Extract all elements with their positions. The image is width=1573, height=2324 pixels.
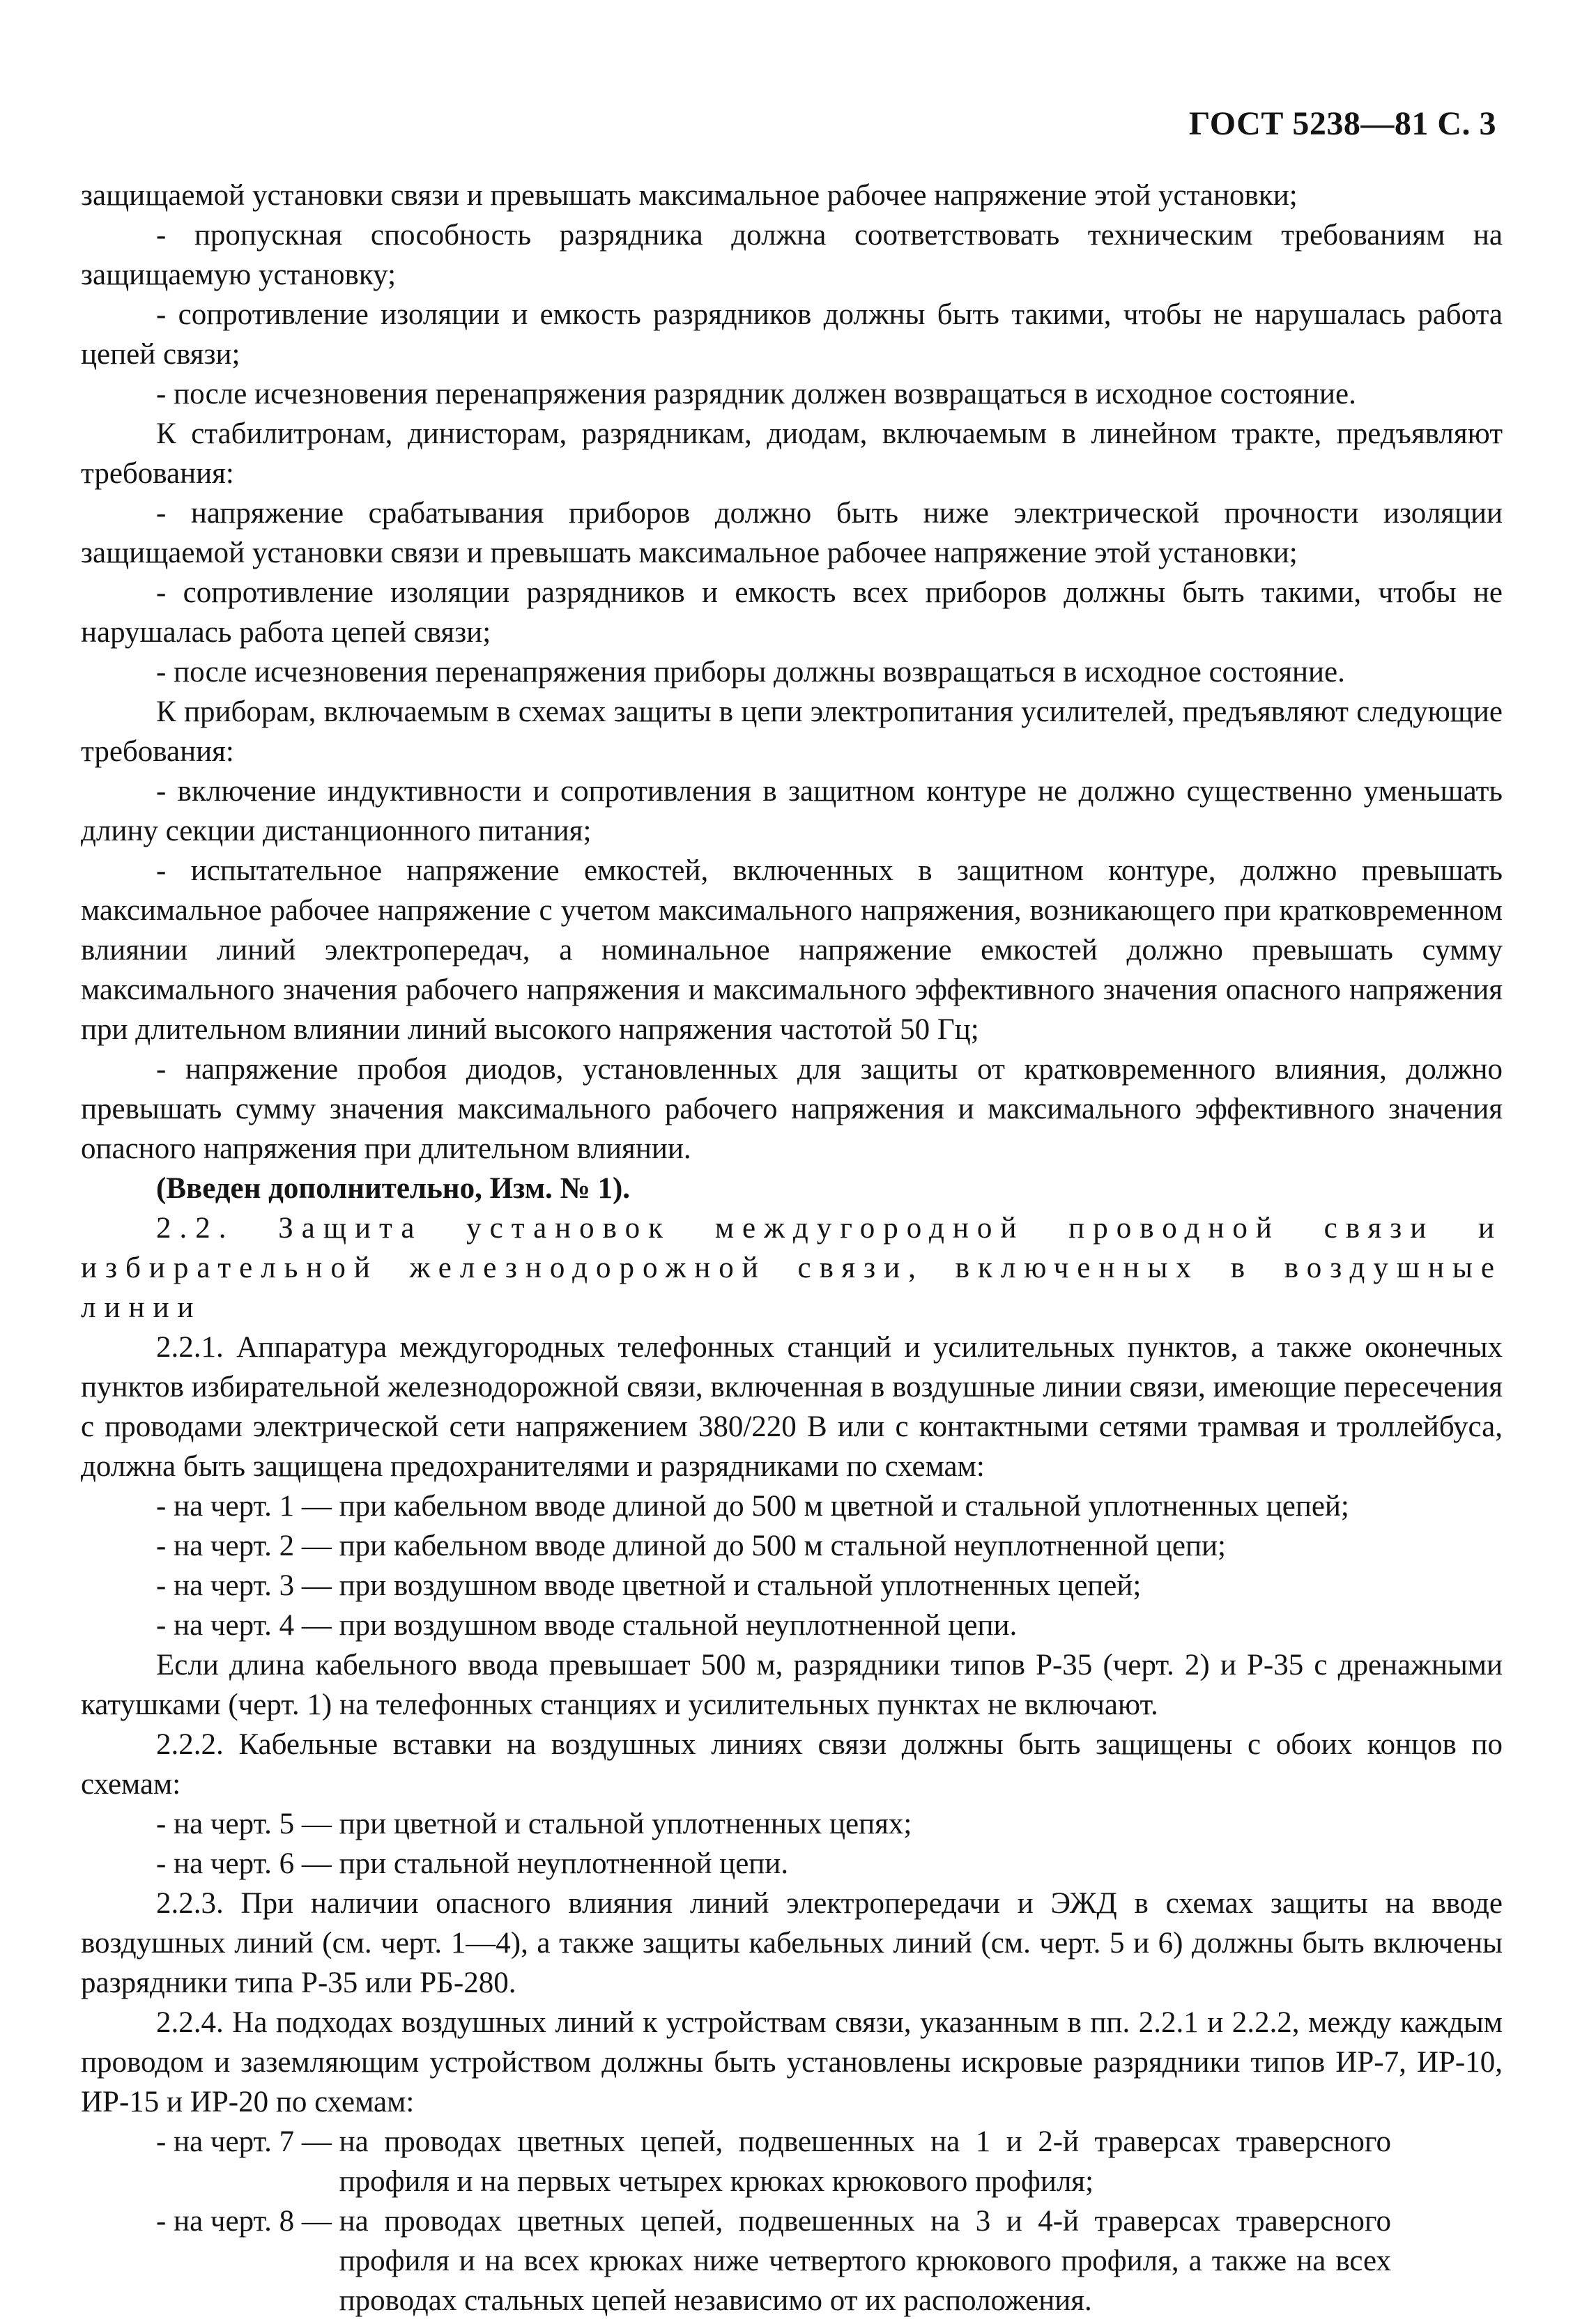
section-heading: 2.2. Защита установок междугородной проводной связи и избирательной железнодорожной связи, включенных в воздушные линии [81, 1212, 1503, 1324]
amendment-note: (Введен дополнительно, Изм. № 1). [156, 1172, 631, 1205]
hanging-list-item [81, 2201, 1503, 2321]
paragraph: Если длина кабельного ввода превышает 500 м, разрядники типов Р-35 (черт. 2) и Р-35 с дренажными катушками (черт. 1) на телефонных станциях и усилительных пунктах не включают. [81, 1649, 1503, 1721]
list-item: - сопротивление изоляции разрядников и емкость всех приборов должны быть такими, чтобы не нарушалась работа цепей связи; [81, 576, 1503, 649]
list-item: - напряжение пробоя диодов, установленных для защиты от кратковременного влияния, должно превышать сумму значения максимального рабочего напряжения и максимального эффективного значения опасного напряжения при длительном влиянии. [81, 1053, 1503, 1165]
list-item: - на черт. 3 — при воздушном вводе цветной и стальной уплотненных цепей; [156, 1569, 1142, 1602]
list-item: - после исчезновения перенапряжения разрядник должен возвращаться в исходное состояние. [156, 378, 1356, 410]
list-item: - на черт. 2 — при кабельном вводе длиной до 500 м стальной неуплотненной цепи; [156, 1530, 1226, 1562]
list-item: - пропускная способность разрядника должна соответствовать техническим требованиям на защищаемую установку; [81, 219, 1503, 291]
list-item: - на черт. 6 — при стальной неуплотненной цепи. [156, 1847, 789, 1880]
list-item: - на черт. 5 — при цветной и стальной уплотненных цепях; [156, 1808, 912, 1840]
page-header: ГОСТ 5238—81 С. 3 [1188, 105, 1496, 142]
list-item: - на черт. 1 — при кабельном вводе длиной до 500 м цветной и стальной уплотненных цепей; [156, 1490, 1349, 1523]
list-item: - включение индуктивности и сопротивления в защитном контуре не должно существенно уменьшать длину секции дистанционного питания; [81, 775, 1503, 847]
document-body [81, 176, 1503, 2321]
hanging-item-lead: - на черт. 7 — [156, 2125, 339, 2158]
hanging-list-item [81, 2122, 1503, 2201]
hanging-item-body: на проводах цветных цепей, подвешенных на 1 и 2-й траверсах траверсного профиля и на первых четырех крюках крюкового профиля; [339, 2125, 1391, 2198]
paragraph: 2.2.4. На подходах воздушных линий к устройствам связи, указанным в пп. 2.2.1 и 2.2.2, между каждым проводом и заземляющим устройством должны быть установлены искровые разрядники типов ИР-7, ИР-10, ИР-15 и ИР-20 по схемам: [81, 2006, 1503, 2118]
list-item: - испытательное напряжение емкостей, включенных в защитном контуре, должно превышать максимальное рабочее напряжение с учетом максимального напряжения, возникающего при кратковременном влиянии линий электропередач, а номинальное напряжение емкостей должно превышать сумму максимального значения рабочего напряжения и максимального эффективного значения опасного напряжения при длительном влиянии линий высокого напряжения частотой 50 Гц; [81, 854, 1503, 1046]
hanging-item-body: на проводах цветных цепей, подвешенных на 3 и 4-й траверсах траверсного профиля и на всех крюках ниже четвертого крюкового профиля, а также на всех проводах стальных цепей независимо от их расположения. [339, 2205, 1391, 2317]
paragraph: К стабилитронам, динисторам, разрядникам, диодам, включаемым в линейном тракте, предъявляют требования: [81, 417, 1503, 490]
paragraph: 2.2.1. Аппаратура междугородных телефонных станций и усилительных пунктов, а также оконечных пунктов избирательной железнодорожной связи, включенная в воздушные линии связи, имеющие пересечения с проводами электрической сети напряжением 380/220 В или с контактными сетями трамвая и троллейбуса, должна быть защищена предохранителями и разрядниками по схемам: [81, 1331, 1503, 1483]
paragraph: защищаемой установки связи и превышать максимальное рабочее напряжение этой установки; [81, 179, 1298, 212]
list-item: - на черт. 4 — при воздушном вводе стальной неуплотненной цепи. [156, 1609, 1018, 1642]
hanging-item-lead: - на черт. 8 — [156, 2205, 339, 2238]
paragraph: 2.2.3. При наличии опасного влияния линий электропередачи и ЭЖД в схемах защиты на вводе воздушных линий (см. черт. 1—4), а также защиты кабельных линий (см. черт. 5 и 6) должны быть включены разрядники типа Р-35 или РБ-280. [81, 1887, 1503, 1999]
list-item: - напряжение срабатывания приборов должно быть ниже электрической прочности изоляции защищаемой установки связи и превышать максимальное рабочее напряжение этой установки; [81, 497, 1503, 569]
list-item: - сопротивление изоляции и емкость разрядников должны быть такими, чтобы не нарушалась работа цепей связи; [81, 298, 1503, 371]
paragraph: К приборам, включаемым в схемах защиты в цепи электропитания усилителей, предъявляют следующие требования: [81, 695, 1503, 768]
paragraph: 2.2.2. Кабельные вставки на воздушных линиях связи должны быть защищены с обоих концов по схемам: [81, 1728, 1503, 1801]
list-item: - после исчезновения перенапряжения приборы должны возвращаться в исходное состояние. [156, 656, 1345, 688]
